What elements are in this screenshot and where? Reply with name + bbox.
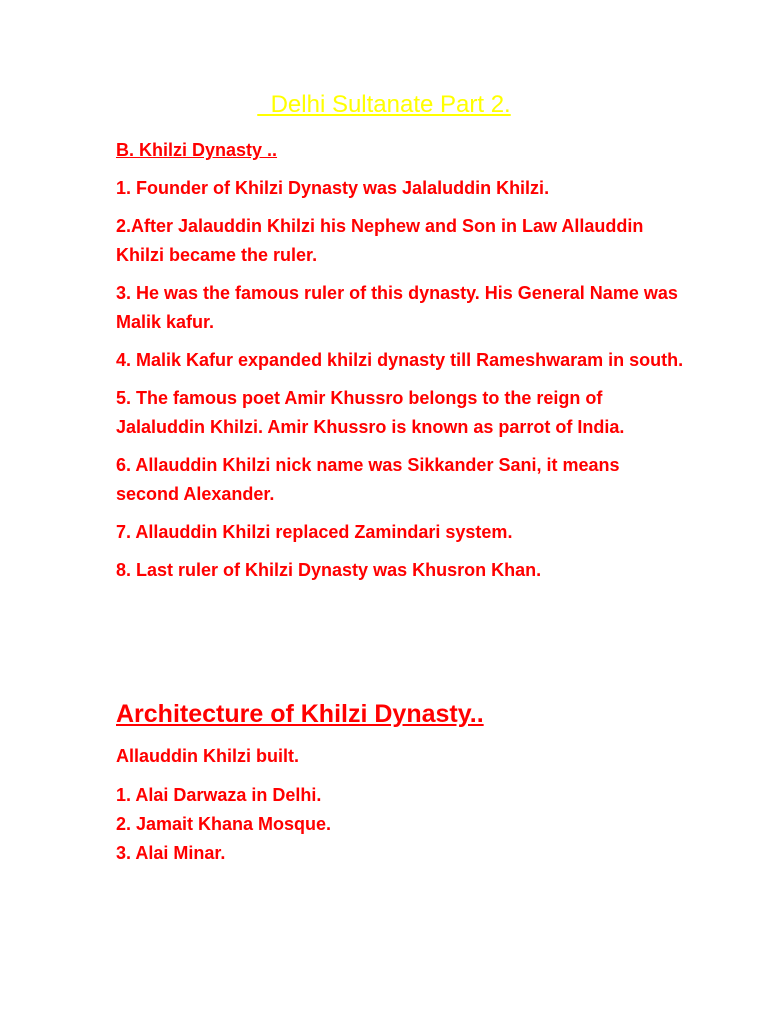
architecture-intro: Allauddin Khilzi built.: [116, 746, 299, 766]
section-heading: B. Khilzi Dynasty ..: [116, 140, 278, 160]
point-2: 2.After Jalauddin Khilzi his Nephew and Son in Law Allauddin Khilzi became the ruler.: [116, 216, 644, 265]
list-item: 3. Alai Minar.: [116, 843, 226, 863]
point-6: 6. Allauddin Khilzi nick name was Sikkander Sani, it means second Alexander.: [116, 455, 620, 504]
architecture-heading: Architecture of Khilzi Dynasty..: [116, 700, 484, 728]
list-item: 1. Alai Darwaza in Delhi.: [116, 785, 322, 805]
point-8: 8. Last ruler of Khilzi Dynasty was Khusron Khan.: [116, 560, 542, 580]
point-1: 1. Founder of Khilzi Dynasty was Jalaluddin Khilzi.: [116, 178, 550, 198]
section-architecture: [116, 742, 686, 868]
list-item: 2. Jamait Khana Mosque.: [116, 814, 332, 834]
section-khilzi-dynasty: [116, 136, 686, 594]
architecture-list: [116, 781, 686, 868]
page-title: Delhi Sultanate Part 2.: [257, 91, 511, 118]
point-3: 3. He was the famous ruler of this dynasty. His General Name was Malik kafur.: [116, 283, 678, 332]
point-5: 5. The famous poet Amir Khussro belongs to the reign of Jalaluddin Khilzi. Amir Khussro is known as parrot of India.: [116, 388, 625, 437]
point-4: 4. Malik Kafur expanded khilzi dynasty till Rameshwaram in south.: [116, 350, 684, 370]
point-7: 7. Allauddin Khilzi replaced Zamindari system.: [116, 522, 513, 542]
